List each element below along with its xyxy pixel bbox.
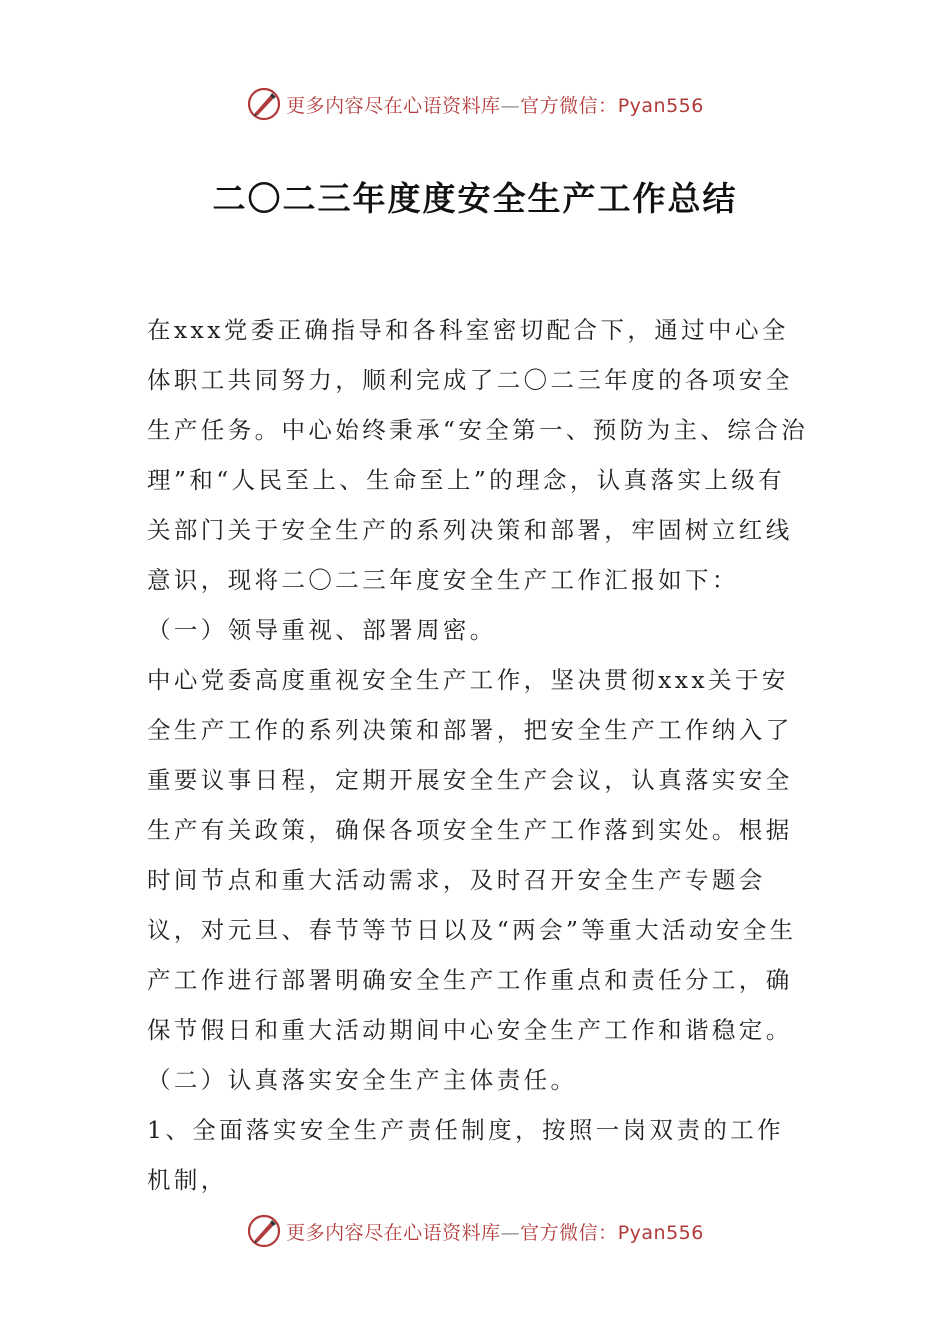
paragraph-intro: 在xxx党委正确指导和各科室密切配合下，通过中心全体职工共同努力，顺利完成了二〇二三年度的各项安全生产任务。中心始终秉承“安全第一、预防为主、综合治理”和“人民至上、生命至上”的理念，认真落实上级有关部门关于安全生产的系列决策和部署，牢固树立红线意识，现将二〇二三年度安全生产工作汇报如下： bbox=[147, 316, 809, 594]
section-heading-2: （二）认真落实安全生产主体责任。 bbox=[147, 1066, 578, 1094]
banner-official-label: 官方微信： bbox=[520, 1221, 618, 1244]
banner-wechat-id: Pyan556 bbox=[617, 1221, 704, 1244]
footer-watermark-banner bbox=[0, 1211, 950, 1251]
banner-site-name: 更多内容尽在心语资料库 bbox=[286, 94, 501, 117]
pen-logo-icon bbox=[246, 1213, 282, 1249]
banner-wechat-id: Pyan556 bbox=[617, 94, 704, 117]
banner-site-name: 更多内容尽在心语资料库 bbox=[286, 1221, 501, 1244]
banner-text bbox=[286, 1218, 704, 1245]
paragraph-item-1: 1、全面落实安全生产责任制度，按照一岗双责的工作机制， bbox=[147, 1116, 785, 1194]
paragraph-section-1: 中心党委高度重视安全生产工作，坚决贯彻xxx关于安全生产工作的系列决策和部署，把安全生产工作纳入了重要议事日程，定期开展安全生产会议，认真落实安全生产有关政策，确保各项安全生产工作落到实处。根据时间节点和重大活动需求，及时召开安全生产专题会议，对元旦、春节等节日以及“两会”等重大活动安全生产工作进行部署明确安全生产工作重点和责任分工，确保节假日和重大活动期间中心安全生产工作和谐稳定。 bbox=[147, 666, 797, 1044]
banner-official-label: 官方微信： bbox=[520, 94, 618, 117]
banner-separator: — bbox=[500, 94, 521, 117]
banner-text bbox=[286, 91, 704, 118]
section-heading-1: （一）领导重视、部署周密。 bbox=[147, 616, 497, 644]
header-watermark-banner bbox=[0, 84, 950, 124]
document-title: 二〇二三年度度安全生产工作总结 bbox=[212, 179, 738, 218]
document-body bbox=[147, 305, 809, 1205]
pen-logo-icon bbox=[246, 86, 282, 122]
banner-separator: — bbox=[500, 1221, 521, 1244]
